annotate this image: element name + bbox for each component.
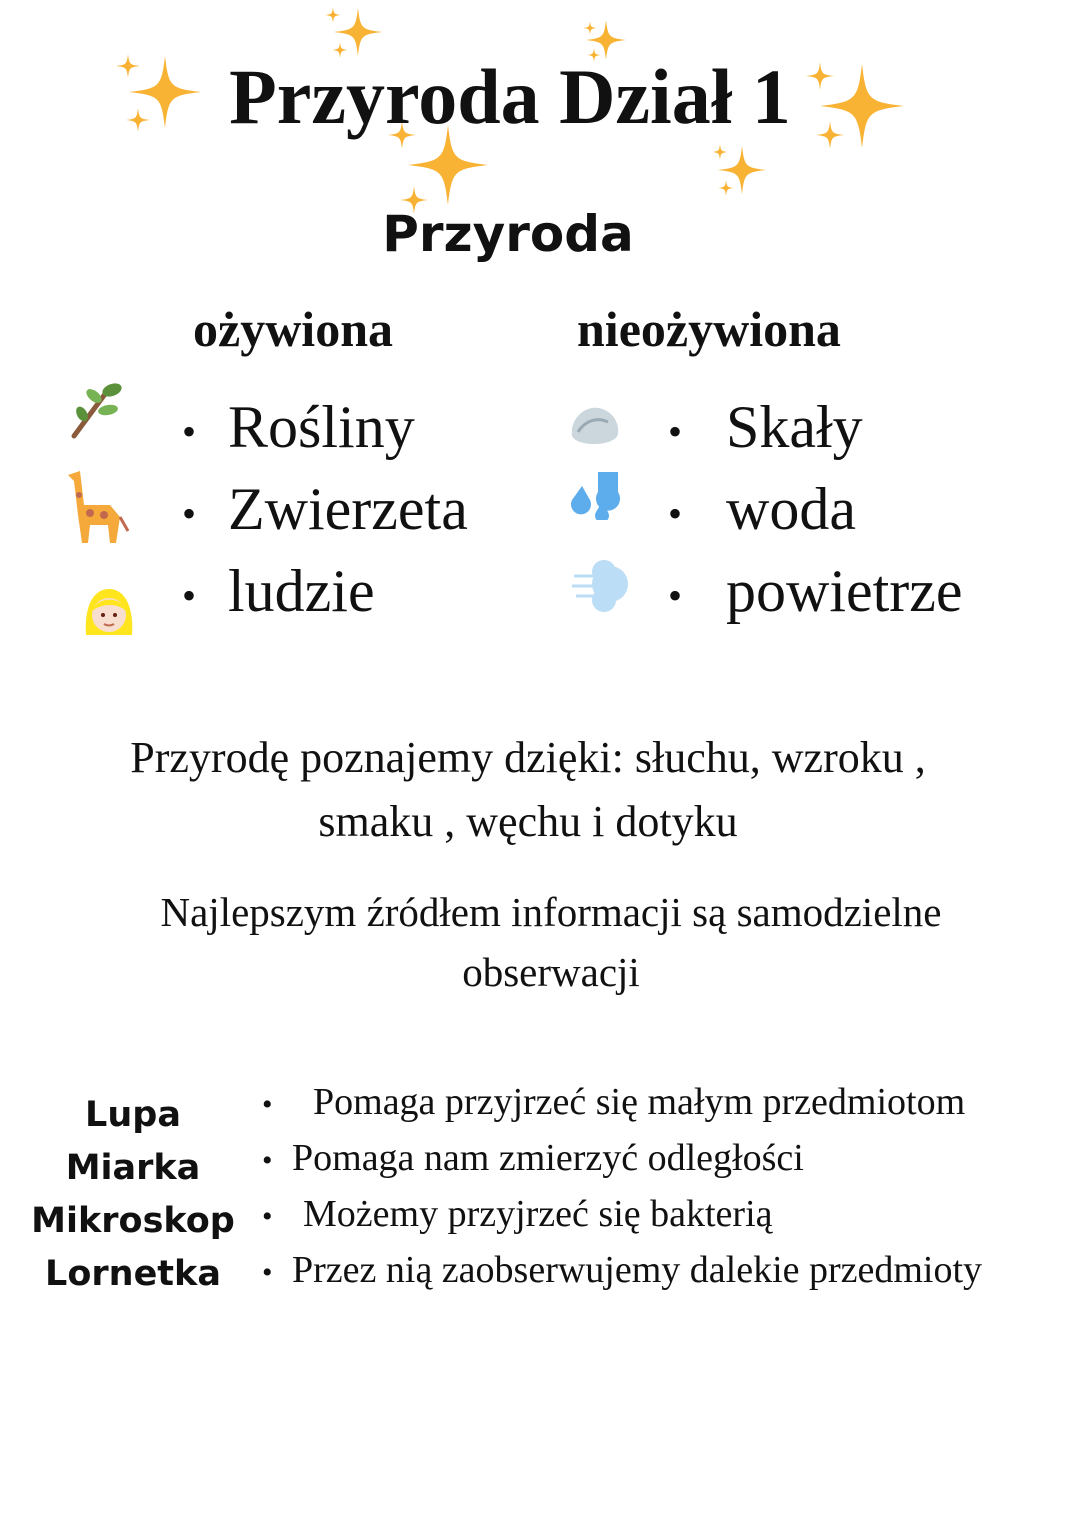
observation-paragraph	[0, 882, 1080, 1002]
paragraph-line: obserwacji	[462, 949, 640, 995]
list-item-nonliving: woda	[726, 476, 856, 542]
giraffe-icon	[60, 465, 130, 545]
rock-icon	[568, 402, 622, 450]
paragraph-line: smaku , węchu i dotyku	[318, 797, 738, 846]
bullet: •	[668, 409, 683, 454]
wind-icon	[570, 556, 630, 616]
tool-name: Lupa	[85, 1095, 181, 1135]
list-item-living: Rośliny	[228, 394, 415, 460]
person-icon	[82, 585, 136, 639]
bullet: •	[182, 491, 197, 536]
bullet: •	[262, 1088, 273, 1121]
living-heading: ożywiona	[193, 301, 393, 357]
tool-name: Miarka	[65, 1148, 201, 1188]
tool-description: Pomaga przyjrzeć się małym przedmiotom	[313, 1081, 966, 1123]
plant-icon	[68, 380, 126, 440]
nonliving-heading: nieożywiona	[577, 301, 841, 357]
list-item-living: ludzie	[228, 558, 375, 624]
list-item-nonliving: Skały	[726, 394, 863, 460]
paragraph-line: Przyrodę poznajemy dzięki: słuchu, wzroku ,	[130, 733, 926, 782]
tool-description: Możemy przyjrzeć się bakterią	[303, 1193, 773, 1235]
tool-name: Mikroskop	[31, 1201, 235, 1241]
list-item-living: Zwierzeta	[228, 476, 468, 542]
bullet: •	[668, 491, 683, 536]
bullet: •	[262, 1200, 273, 1233]
bullet: •	[182, 573, 197, 618]
water-drops-icon	[568, 470, 622, 520]
tool-name: Lornetka	[45, 1254, 221, 1294]
bullet: •	[668, 573, 683, 618]
page-title: Przyroda Dział 1	[229, 53, 791, 140]
paragraph-line: Najlepszym źródłem informacji są samodzielne	[160, 889, 942, 935]
section-title: Przyroda	[382, 205, 634, 263]
bullet: •	[262, 1144, 273, 1177]
bullet: •	[262, 1256, 273, 1289]
senses-paragraph	[0, 726, 1056, 854]
tool-description: Pomaga nam zmierzyć odległości	[292, 1137, 804, 1179]
list-item-nonliving: powietrze	[726, 558, 963, 624]
tool-description: Przez nią zaobserwujemy dalekie przedmioty	[292, 1249, 983, 1291]
bullet: •	[182, 409, 197, 454]
